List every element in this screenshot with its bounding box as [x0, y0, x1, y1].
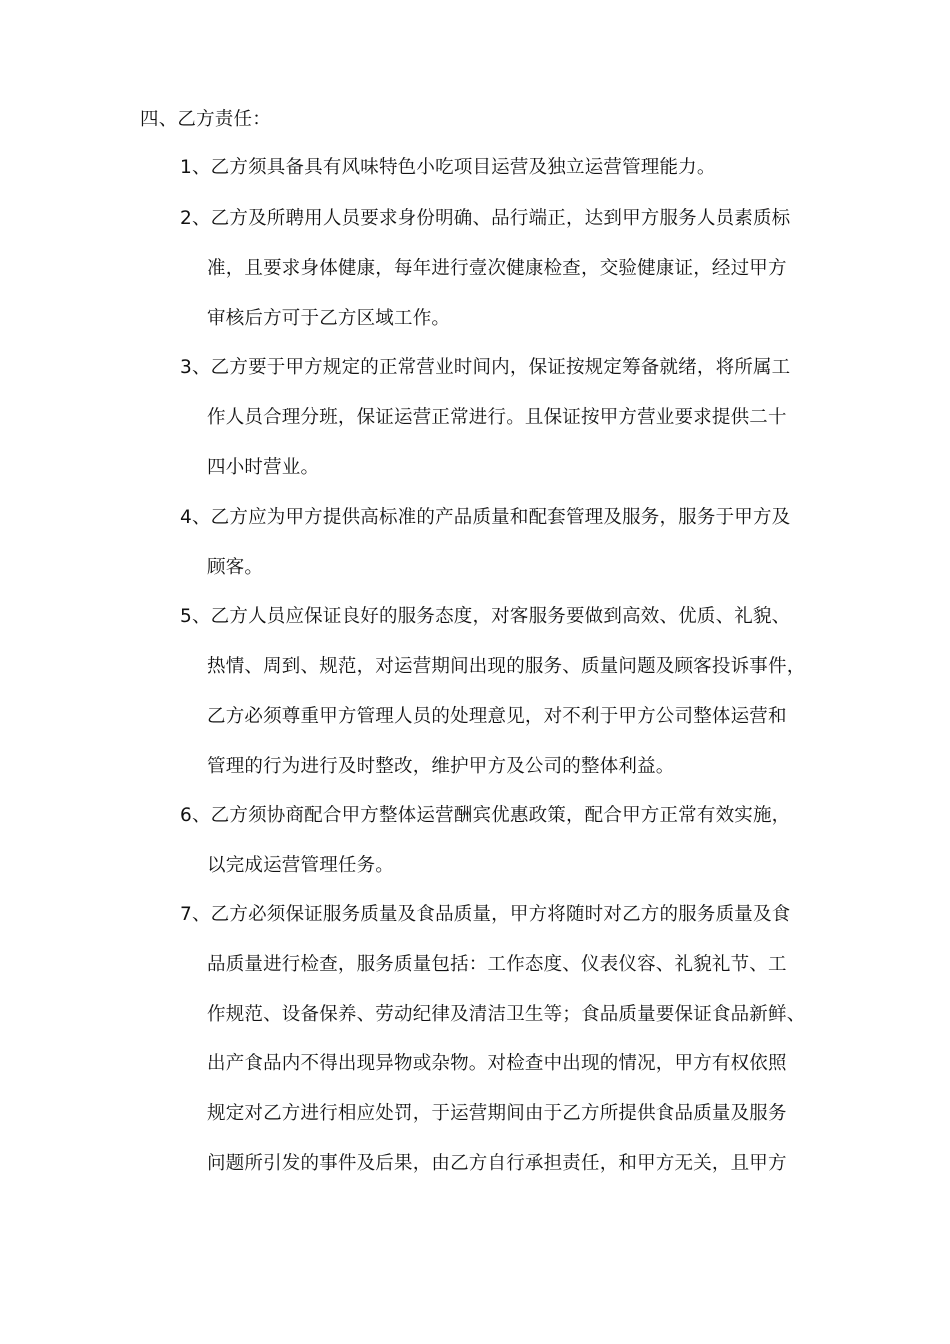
clause-7-line-3: 作规范、设备保养、劳动纪律及清洁卫生等；食品质量要保证食品新鲜、: [207, 1004, 806, 1025]
clause-2-line-3: 审核后方可于乙方区域工作。: [207, 308, 451, 329]
clause-3-line-2: 作人员合理分班，保证运营正常进行。且保证按甲方营业要求提供二十: [207, 407, 787, 428]
clause-7-line-5: 规定对乙方进行相应处罚，于运营期间由于乙方所提供食品质量及服务: [207, 1103, 787, 1124]
clause-6-line-2: 以完成运营管理任务。: [207, 855, 395, 876]
clause-7-line-6: 问题所引发的事件及后果，由乙方自行承担责任，和甲方无关，且甲方: [207, 1153, 787, 1174]
clause-7-line-2: 品质量进行检查，服务质量包括：工作态度、仪表仪容、礼貌礼节、工: [207, 954, 787, 975]
clause-6-line-1: 6、乙方须协商配合甲方整体运营酬宾优惠政策，配合甲方正常有效实施，: [180, 805, 791, 826]
section-heading: 四、乙方责任：: [140, 109, 271, 130]
clause-2-line-2: 准，且要求身体健康，每年进行壹次健康检查，交验健康证，经过甲方: [207, 258, 787, 279]
clause-5-line-3: 乙方必须尊重甲方管理人员的处理意见，对不利于甲方公司整体运营和: [207, 706, 787, 727]
clause-4-line-1: 4、乙方应为甲方提供高标准的产品质量和配套管理及服务，服务于甲方及: [180, 507, 791, 528]
clause-3-line-1: 3、乙方要于甲方规定的正常营业时间内，保证按规定筹备就绪，将所属工: [180, 357, 791, 378]
clause-5-line-1: 5、乙方人员应保证良好的服务态度，对客服务要做到高效、优质、礼貌、: [180, 606, 791, 627]
clause-1-line-1: 1、乙方须具备具有风味特色小吃项目运营及独立运营管理能力。: [180, 157, 716, 178]
clause-5-line-4: 管理的行为进行及时整改，维护甲方及公司的整体利益。: [207, 756, 675, 777]
clause-3-line-3: 四小时营业。: [207, 457, 320, 478]
clause-5-line-2: 热情、周到、规范，对运营期间出现的服务、质量问题及顾客投诉事件，: [207, 656, 806, 677]
clause-2-line-1: 2、乙方及所聘用人员要求身份明确、品行端正，达到甲方服务人员素质标: [180, 208, 791, 229]
clause-7-line-1: 7、乙方必须保证服务质量及食品质量，甲方将随时对乙方的服务质量及食: [180, 904, 791, 925]
clause-7-line-4: 出产食品内不得出现异物或杂物。对检查中出现的情况，甲方有权依照: [207, 1053, 787, 1074]
clause-4-line-2: 顾客。: [207, 557, 264, 578]
